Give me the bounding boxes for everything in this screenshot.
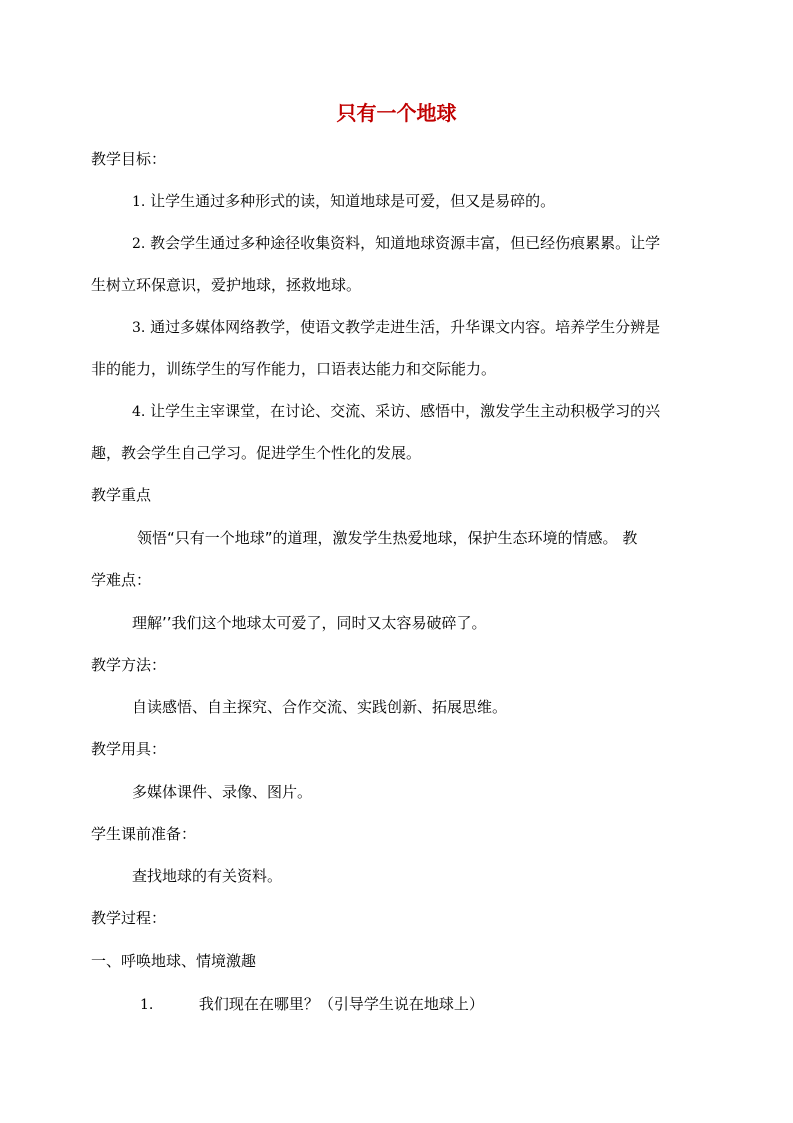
goal-3-line-1: [132, 313, 752, 341]
tools-text: 多媒体课件、录像、图片。: [132, 783, 313, 801]
goal-4-number: 4.: [132, 404, 146, 420]
difficulty-text: 理解’’我们这个地球太可爱了，同时又太容易破碎了。: [132, 614, 487, 632]
goal-4-text-1: 让学生主宰课堂，在讨论、交流、采访、感悟中，激发学生主动积极学习的兴: [150, 402, 661, 420]
goal-4-line-1: [132, 397, 752, 425]
prep-heading: 学生课前准备：: [91, 825, 197, 843]
step-1: [140, 990, 760, 1018]
goal-2-line-2: 生树立环保意识，爱护地球，拯救地球。: [91, 276, 362, 294]
goal-1-text: 让学生通过多种形式的读，知道地球是可爱，但又是易碎的。: [150, 192, 556, 210]
goal-3-text-1: 通过多媒体网络教学，使语文教学走进生活，升华课文内容。培养学生分辨是: [150, 318, 661, 336]
goals-heading: 教学目标：: [91, 150, 167, 168]
focus-heading: 教学重点: [91, 486, 152, 504]
tools-heading: 教学用具：: [91, 740, 167, 758]
section-1-heading: 一、呼唤地球、情境激趣: [91, 952, 257, 970]
goal-1: [132, 187, 752, 215]
goal-2-text-1: 教会学生通过多种途径收集资料，知道地球资源丰富，但已经伤痕累累。让学: [150, 234, 661, 252]
step-1-text: 我们现在在哪里？（引导学生说在地球上）: [198, 995, 484, 1013]
goal-1-number: 1.: [132, 194, 146, 210]
goal-3-line-2: 非的能力，训练学生的写作能力，口语表达能力和交际能力。: [91, 360, 497, 378]
method-heading: 教学方法：: [91, 656, 167, 674]
goal-2-number: 2.: [132, 236, 146, 252]
focus-line-2: 学难点：: [91, 571, 152, 589]
document-title: 只有一个地球: [336, 101, 457, 125]
goal-2-line-1: [132, 229, 752, 257]
focus-line-1: 领悟“只有一个地球”的道理，激发学生热爱地球，保护生态环境的情感。 教: [137, 529, 638, 547]
method-text: 自读感悟、自主探究、合作交流、实践创新、拓展思维。: [132, 698, 508, 716]
goal-3-number: 3.: [132, 320, 146, 336]
process-heading: 教学过程：: [91, 909, 167, 927]
prep-text: 查找地球的有关资料。: [132, 867, 283, 885]
step-1-number: 1.: [140, 997, 154, 1013]
goal-4-line-2: 趣，教会学生自己学习。促进学生个性化的发展。: [91, 444, 422, 462]
